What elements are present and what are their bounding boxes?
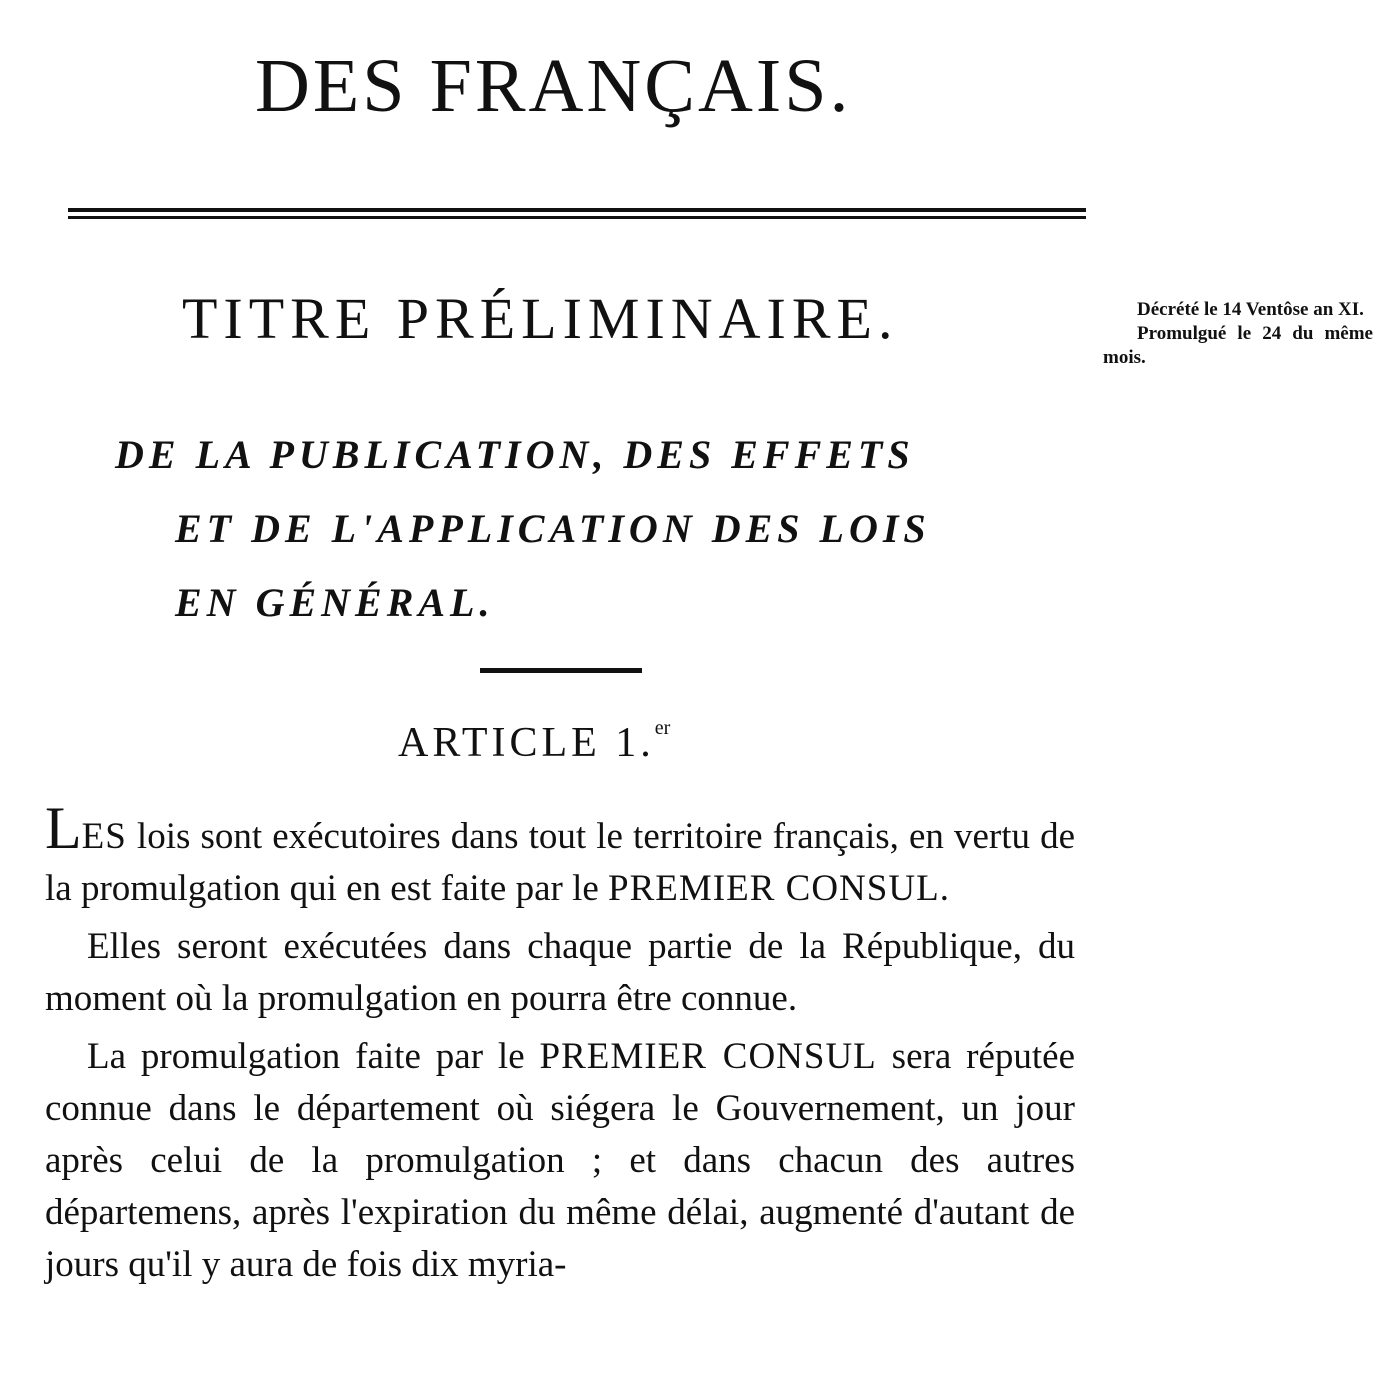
titre-heading: TITRE PRÉLIMINAIRE.	[182, 286, 899, 351]
article-heading	[398, 718, 798, 764]
paragraph-1-caps: PREMIER CONSUL	[608, 868, 940, 909]
subtitle-line-2: ET DE L'APPLICATION DES LOIS	[175, 506, 931, 551]
subtitle-line-1: DE LA PUBLICATION, DES EFFETS	[115, 432, 915, 477]
article-number-superscript: er	[654, 717, 671, 739]
paragraph-1	[45, 795, 1075, 915]
paragraph-1-opening: ES	[81, 816, 127, 857]
margin-note-decreed: Décrété le 14 Ventôse an XI.	[1137, 299, 1364, 320]
paragraph-1-text: lois sont exécutoires dans tout le territoire français, en vertu de la promulgation qui en est faite par le	[45, 816, 1075, 909]
page-heading: DES FRANÇAIS.	[255, 44, 852, 128]
paragraph-2: Elles seront exécutées dans chaque partie de la République, du moment où la promulgation en pourra être connue.	[45, 926, 1075, 1019]
rule-line-top	[68, 208, 1086, 212]
paragraph-3-text: sera réputée connue dans le département où siégera le Gouvernement, un jour après celui de la promulgation ; et dans chacun des autres départemens, après l'expiration du même délai, augmenté d'autant de jours qu'il y aura de fois dix myria-	[45, 1036, 1075, 1285]
article-label: ARTICLE	[398, 720, 601, 766]
rule-line-bottom	[68, 216, 1086, 219]
short-rule-divider	[480, 668, 642, 673]
double-rule-divider	[68, 208, 1086, 222]
margin-note	[1103, 298, 1373, 370]
paragraph-3-caps: PREMIER CONSUL	[539, 1036, 877, 1077]
paragraph-1-end: .	[939, 868, 949, 909]
paragraph-3	[45, 1031, 1075, 1291]
article-number: 1.	[615, 720, 655, 766]
paragraph-3-start: La promulgation faite par le	[87, 1036, 540, 1077]
article-body	[45, 795, 1075, 1297]
margin-note-promulgated: Promulgué le 24 du même mois.	[1103, 323, 1373, 368]
drop-cap: L	[45, 795, 82, 861]
subtitle-line-3: EN GÉNÉRAL.	[175, 580, 495, 625]
titre-subtitle	[115, 418, 1075, 640]
